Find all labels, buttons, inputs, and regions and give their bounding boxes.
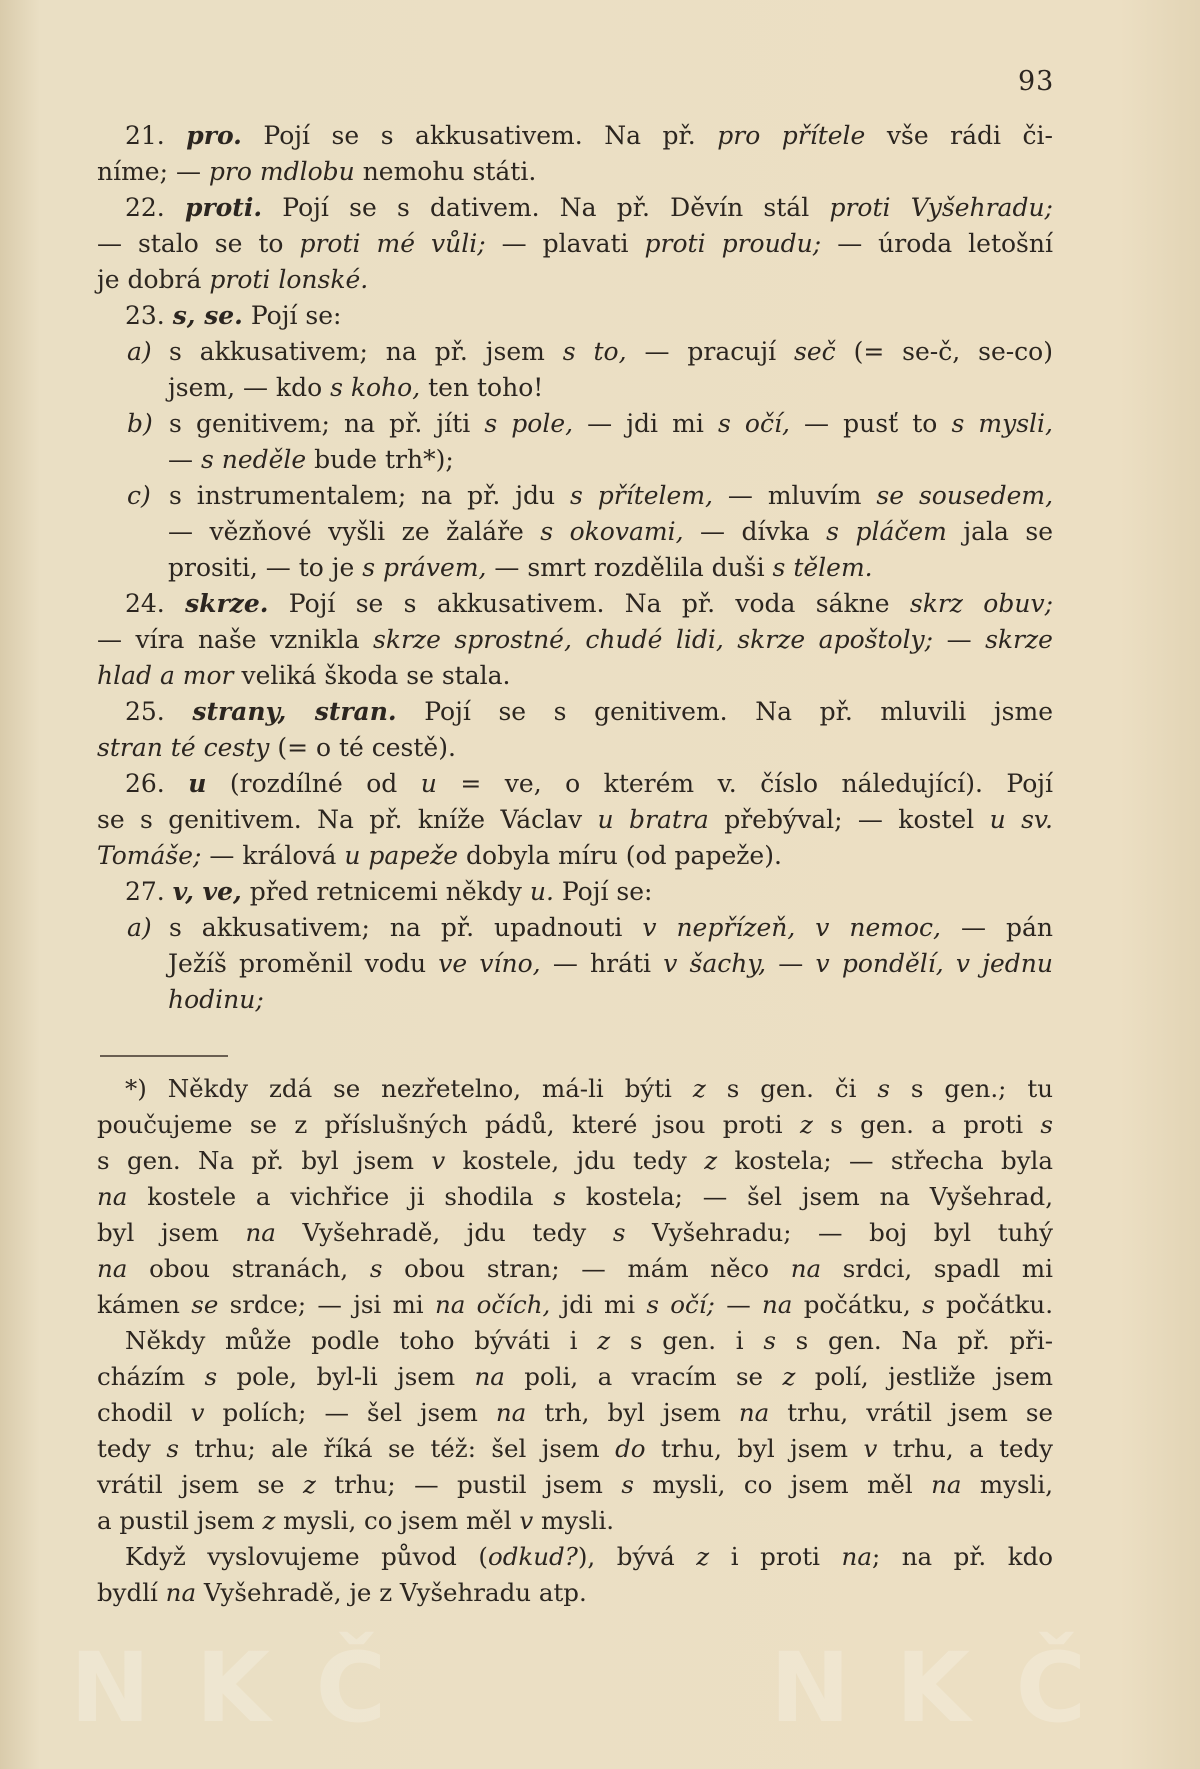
footnote-line: bydlí na Vyšehradě, je z Vyšehradu atp. [97,1578,587,1607]
headword: skrze. [185,589,269,618]
footnote-line: cházím s pole, byl-li jsem na poli, a vracím se z polí, jestliže jsem [97,1362,1054,1391]
text-line: 24. skrze. Pojí se s akkusativem. Na př. voda sákne skrz obuv; [125,589,1053,618]
text-line: 21. pro. Pojí se s akkusativem. Na př. pro přítele vše rádi či- [125,121,1053,150]
footnote-line: chodil v polích; — šel jsem na trh, byl jsem na trhu, vrátil jsem se [97,1398,1053,1427]
text-line: prositi, — to je s právem, — smrt rozdělila duši s tělem. [168,553,873,582]
text-line: se s genitivem. Na př. kníže Václav u bratra přebýval; — kostel u sv. [97,805,1054,834]
footnote-line: kámen se srdce; — jsi mi na očích, jdi mi s očí; — na počátku, s počátku. [97,1290,1053,1319]
footnote-line: s gen. Na př. byl jsem v kostele, jdu tedy z kostela; — střecha byla [97,1146,1053,1175]
text-line: stran té cesty (= o té cestě). [97,733,456,762]
text-line: níme; — pro mdlobu nemohu státi. [97,157,537,186]
text-line: 26. u (rozdílné od u = ve, o kterém v. číslo náledující). Pojí [125,769,1053,798]
text-line: b) s genitivem; na př. jíti s pole, — jdi mi s očí, — pusť to s mysli, [97,406,1053,442]
footnote-line: na obou stranách, s obou stran; — mám něco na srdci, spadl mi [97,1254,1053,1283]
watermark: N K Č [70,1632,393,1744]
list-label: a) [127,913,152,942]
text-line: Ježíš proměnil vodu ve víno, — hráti v šachy, — v pondělí, v jednu [168,949,1053,978]
headword: strany, stran. [192,697,397,726]
text-line: 22. proti. Pojí se s dativem. Na př. Děvín stál proti Vyšehradu; [125,193,1053,222]
text-line: — vězňové vyšli ze žaláře s okovami, — dívka s pláčem jala se [168,517,1053,546]
headword: pro. [186,121,242,150]
main-text [97,118,1053,1018]
footnote-divider [100,1055,228,1057]
text-line: hodinu; [168,985,264,1014]
list-label: b) [127,409,153,438]
headword: v, ve, [172,877,242,906]
page-number: 93 [1018,66,1055,97]
footnote-line: a pustil jsem z mysli, co jsem měl v mysli. [97,1506,615,1535]
footnote [97,1071,1053,1611]
text-line: 23. s, se. Pojí se: [125,301,342,330]
text-line: je dobrá proti lonské. [97,265,369,294]
text-line: c) s instrumentalem; na př. jdu s přítelem, — mluvím se sousedem, [97,478,1053,514]
footnote-line: *) Někdy zdá se nezřetelno, má-li býti z s gen. či s s gen.; tu [125,1074,1053,1103]
text-line: — stalo se to proti mé vůli; — plavati proti proudu; — úroda letošní [97,229,1053,258]
footnote-line: poučujeme se z příslušných pádů, které jsou proti z s gen. a proti s [97,1110,1053,1139]
footnote-line: vrátil jsem se z trhu; — pustil jsem s mysli, co jsem měl na mysli, [97,1470,1054,1499]
footnote-line: tedy s trhu; ale říká se též: šel jsem do trhu, byl jsem v trhu, a tedy [97,1434,1053,1463]
text-line: 27. v, ve, před retnicemi někdy u. Pojí se: [125,877,653,906]
text-line: — víra naše vznikla skrze sprostné, chudé lidi, skrze apoštoly; — skrze [97,625,1053,654]
headword: proti. [184,193,263,222]
text-line: Tomáše; — králová u papeže dobyla míru (od papeže). [97,841,782,870]
footnote-line: byl jsem na Vyšehradě, jdu tedy s Vyšehradu; — boj byl tuhý [97,1218,1053,1247]
text-line: hlad a mor veliká škoda se stala. [97,661,511,690]
footnote-line: na kostele a vichřice ji shodila s kostela; — šel jsem na Vyšehrad, [97,1182,1053,1211]
list-label: a) [127,337,152,366]
headword: u [188,769,207,798]
text-line: jsem, — kdo s koho, ten toho! [168,373,544,402]
footnote-line: Někdy může podle toho býváti i z s gen. i s s gen. Na př. při- [125,1326,1053,1355]
text-line: a) s akkusativem; na př. upadnouti v nepřízeň, v nemoc, — pán [97,910,1053,946]
list-label: c) [127,481,151,510]
headword: s, se. [172,301,243,330]
text-line: a) s akkusativem; na př. jsem s to, — pracují seč (= se-č, se-co) [97,334,1053,370]
watermark: N K Č [770,1632,1093,1744]
footnote-line: Když vyslovujeme původ (odkud?), bývá z i proti na; na př. kdo [125,1542,1054,1571]
text-line: — s neděle bude trh*); [168,445,454,474]
text-line: 25. strany, stran. Pojí se s genitivem. Na př. mluvili jsme [125,697,1053,726]
